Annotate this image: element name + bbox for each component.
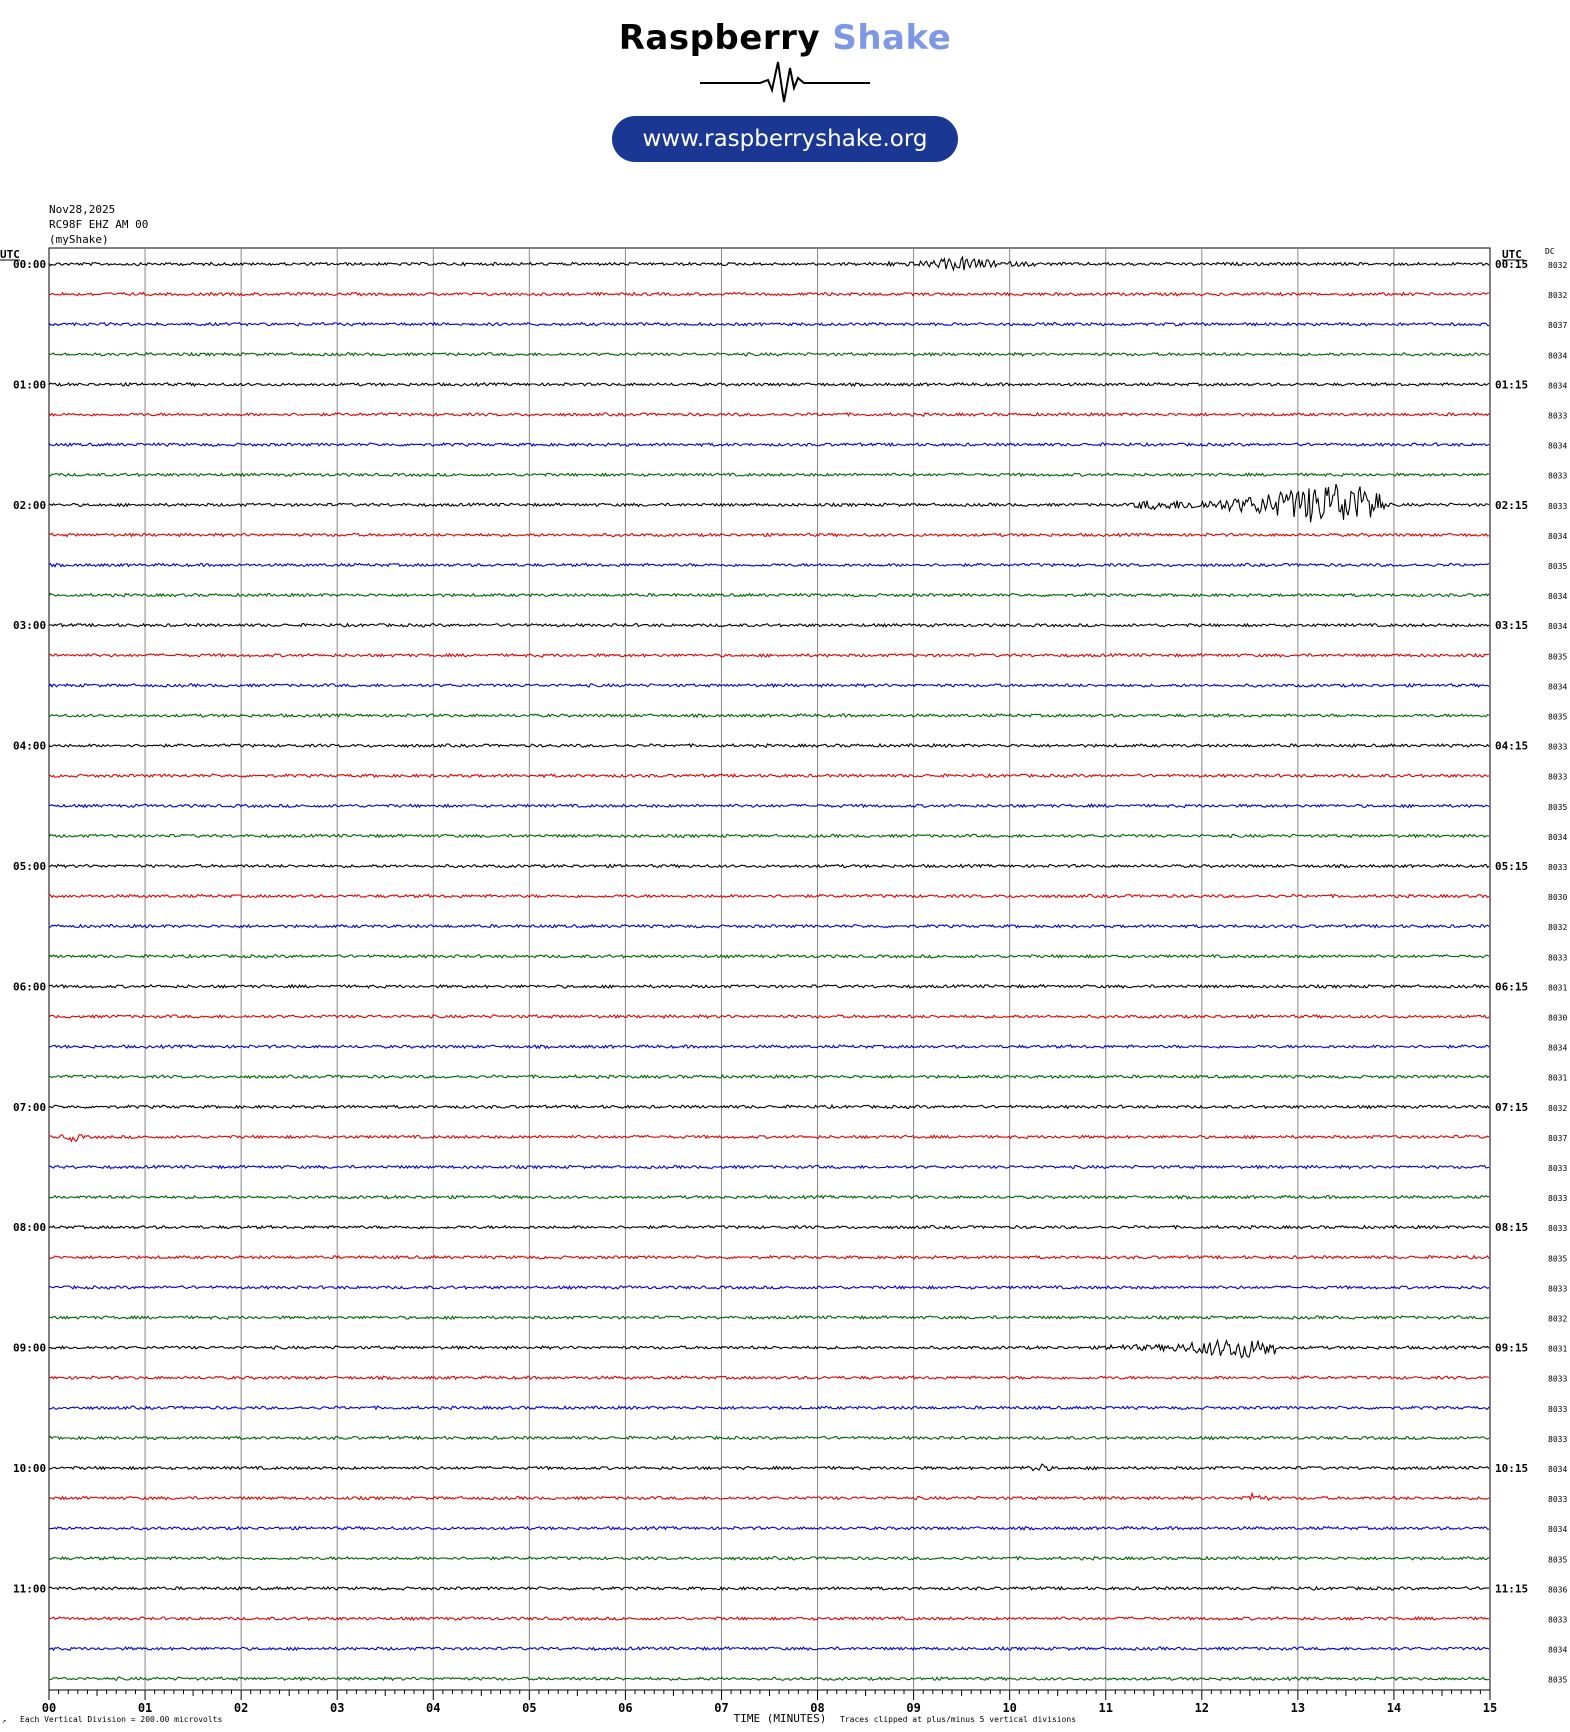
seismic-trace-line (49, 1464, 1489, 1471)
x-axis-title: TIME (MINUTES) (733, 1712, 827, 1725)
seismic-trace-line (49, 1677, 1489, 1680)
seismic-trace-line (49, 1587, 1489, 1590)
seismic-trace-line (49, 864, 1489, 867)
time-label-right: 04:15 (1495, 739, 1529, 753)
dc-value-label: 8034 (1548, 1465, 1568, 1474)
time-label-right: 03:15 (1495, 619, 1529, 633)
time-label-right: 11:15 (1495, 1582, 1529, 1596)
dc-value-label: 8031 (1548, 983, 1568, 993)
dc-value-label: 8030 (1548, 893, 1568, 903)
seismic-trace-line (49, 563, 1489, 566)
time-label-right: 00:15 (1495, 258, 1529, 271)
x-tick-label: 06 (618, 1701, 633, 1715)
x-tick-label: 02 (233, 1701, 249, 1715)
x-tick-label: 08 (810, 1701, 825, 1715)
dc-value-label: 8035 (1548, 1555, 1568, 1565)
minute-gridlines (49, 248, 1490, 1700)
seismic-trace-line (49, 353, 1489, 356)
dc-value-label: 8032 (1548, 1103, 1568, 1113)
scale-note: Each Vertical Division = 200.00 microvolts (20, 1715, 223, 1724)
dc-value-label: 8035 (1548, 1675, 1568, 1685)
seismic-trace-line (49, 684, 1489, 687)
brand-name-raspberry: Raspberry (618, 18, 821, 58)
dc-value-label: 8033 (1548, 501, 1568, 511)
seismic-trace-line (49, 955, 1489, 958)
network-name: (myShake) (49, 233, 109, 246)
dc-value-label: 8033 (1548, 1615, 1568, 1625)
dc-value-label: 8031 (1548, 1344, 1568, 1354)
dc-value-label: 8034 (1548, 381, 1568, 391)
seismic-trace-line (49, 1406, 1489, 1409)
dc-value-label: 8034 (1548, 1043, 1568, 1053)
hour-label-left: 01:00 (13, 378, 47, 392)
seismic-trace-line (49, 1015, 1489, 1018)
dc-value-label: 8037 (1548, 321, 1568, 331)
seismic-trace-line (49, 1617, 1489, 1620)
x-tick-label: 11 (1098, 1701, 1113, 1715)
seismic-trace-line (49, 1045, 1489, 1048)
x-tick-label: 00 (41, 1701, 57, 1715)
time-label-right: 06:15 (1495, 980, 1529, 994)
left-axis-title: UTC (0, 248, 20, 261)
hour-label-left: 11:00 (13, 1582, 47, 1596)
dc-value-label: 8033 (1548, 1404, 1568, 1414)
time-label-right: 08:15 (1495, 1221, 1529, 1235)
hour-label-left: 00:00 (13, 258, 47, 271)
time-label-right: 02:15 (1495, 498, 1529, 512)
seismic-trace-line (49, 257, 1489, 270)
plot-frame (49, 248, 1490, 1690)
dc-value-label: 8033 (1548, 953, 1568, 963)
seismic-trace-line (49, 714, 1489, 717)
seismic-trace-line (49, 744, 1489, 747)
x-tick-label: 03 (329, 1701, 345, 1715)
time-label-right: 10:15 (1495, 1462, 1529, 1475)
seismic-trace-line (49, 1527, 1489, 1530)
time-label-right: 09:15 (1495, 1341, 1529, 1355)
seismic-trace-line (49, 985, 1489, 988)
hour-label-left: 10:00 (13, 1462, 47, 1475)
dc-value-label: 8034 (1548, 531, 1568, 541)
station-id: RC98F EHZ AM 00 (49, 218, 149, 231)
seismic-trace-line (49, 834, 1489, 837)
dc-value-label: 8033 (1548, 742, 1568, 752)
dc-value-label: 8031 (1548, 1073, 1568, 1083)
x-tick-label: 07 (714, 1701, 729, 1715)
hour-label-left: 02:00 (13, 498, 47, 512)
dc-value-label: 8033 (1548, 1164, 1568, 1173)
time-label-right: 05:15 (1495, 860, 1529, 873)
dc-value-label: 8035 (1548, 1254, 1568, 1264)
hour-label-left: 06:00 (13, 980, 47, 994)
dc-value-label: 8036 (1548, 1585, 1568, 1595)
dc-value-label: 8033 (1548, 471, 1568, 481)
dc-value-label: 8034 (1548, 622, 1568, 632)
hour-label-left: 09:00 (13, 1341, 47, 1355)
x-tick-label: 04 (426, 1701, 441, 1715)
seismic-trace-line (49, 624, 1489, 627)
seismic-trace-line (49, 1165, 1489, 1168)
dc-value-label: 8034 (1548, 1525, 1568, 1535)
dc-value-label: 8032 (1548, 291, 1568, 301)
dc-value-label: 8033 (1548, 863, 1568, 872)
hour-label-left: 03:00 (13, 619, 47, 633)
dc-column-title: DC (1545, 247, 1555, 256)
x-tick-label: 13 (1290, 1701, 1306, 1715)
x-tick-label: 15 (1482, 1701, 1498, 1715)
seismic-trace-line (49, 1286, 1489, 1289)
plot-date: Nov28,2025 (49, 203, 116, 216)
hour-label-left: 07:00 (13, 1100, 47, 1114)
x-tick-label: 12 (1194, 1701, 1210, 1715)
dc-value-label: 8033 (1548, 1374, 1568, 1384)
x-tick-label: 14 (1386, 1701, 1402, 1715)
seismic-trace-line (49, 1376, 1489, 1379)
seismic-traces (49, 257, 1489, 1680)
dc-value-label: 8034 (1548, 351, 1568, 361)
seismic-trace-line (49, 413, 1489, 416)
seismic-trace-line (49, 894, 1489, 897)
dc-value-label: 8034 (1548, 1645, 1568, 1655)
seismic-trace-line (49, 1135, 1489, 1142)
seismic-trace-line (49, 1494, 1489, 1501)
right-axis-title: UTC (1502, 248, 1522, 261)
hour-label-left: 05:00 (13, 860, 47, 873)
dc-value-label: 8033 (1548, 772, 1568, 782)
clip-note: Traces clipped at plus/minus 5 vertical divisions (840, 1715, 1077, 1724)
seismic-trace-line (49, 484, 1489, 522)
dc-value-label: 8033 (1548, 1495, 1568, 1505)
seismic-trace-line (49, 1256, 1489, 1259)
seismic-trace-line (49, 1226, 1489, 1229)
dc-value-label: 8033 (1548, 1434, 1568, 1444)
brand-name-shake: Shake (832, 18, 952, 58)
dc-value-label: 8034 (1548, 592, 1568, 602)
seismic-trace-line (49, 323, 1489, 326)
seismic-trace-line (49, 1316, 1489, 1319)
seismic-trace-line (49, 1196, 1489, 1199)
dc-value-label: 8030 (1548, 1013, 1568, 1023)
dc-value-label: 8035 (1548, 652, 1568, 662)
dc-value-label: 8032 (1548, 923, 1568, 933)
x-tick-label: 01 (137, 1701, 153, 1715)
seismic-trace-line (49, 1105, 1489, 1108)
dc-value-label: 8033 (1548, 411, 1568, 421)
dc-value-label: 8034 (1548, 682, 1568, 692)
dc-value-label: 8035 (1548, 562, 1568, 571)
seismic-trace-line (49, 1075, 1489, 1078)
seismic-trace-line (49, 804, 1489, 807)
time-label-right: 01:15 (1495, 378, 1529, 392)
seismic-trace-line (49, 533, 1489, 536)
dc-value-label: 8034 (1548, 832, 1568, 842)
seismic-trace-line (49, 1647, 1489, 1650)
seismic-trace-line (49, 774, 1489, 777)
seismic-trace-line (49, 383, 1489, 386)
corner-arrow-icon: ↗ (2, 1717, 7, 1725)
dc-value-label: 8032 (1548, 1314, 1568, 1324)
x-tick-label: 05 (522, 1701, 537, 1715)
dc-value-label: 8033 (1548, 1224, 1568, 1234)
seismic-trace-line (49, 1436, 1489, 1439)
seismic-trace-line (49, 473, 1489, 476)
dc-value-label: 8035 (1548, 712, 1568, 722)
seismic-trace-line (49, 654, 1489, 657)
dc-value-label: 8033 (1548, 1284, 1568, 1294)
seismic-trace-line (49, 292, 1489, 295)
dc-value-label: 8037 (1548, 1133, 1568, 1143)
hour-label-left: 04:00 (13, 739, 47, 753)
dc-value-label: 8035 (1548, 802, 1568, 812)
seismic-trace-line (49, 925, 1489, 928)
x-tick-label: 09 (906, 1701, 921, 1715)
seismic-trace-line (49, 1340, 1489, 1357)
hour-label-left: 08:00 (13, 1221, 47, 1235)
seismic-trace-line (49, 593, 1489, 596)
time-label-right: 07:15 (1495, 1100, 1529, 1114)
dc-value-label: 8032 (1548, 261, 1568, 270)
dc-value-label: 8033 (1548, 1194, 1568, 1204)
x-tick-label: 10 (1002, 1701, 1017, 1715)
website-url-text: www.raspberryshake.org (642, 126, 928, 152)
seismic-trace-line (49, 443, 1489, 446)
dc-value-label: 8034 (1548, 441, 1568, 451)
seismic-trace-line (49, 1557, 1489, 1560)
